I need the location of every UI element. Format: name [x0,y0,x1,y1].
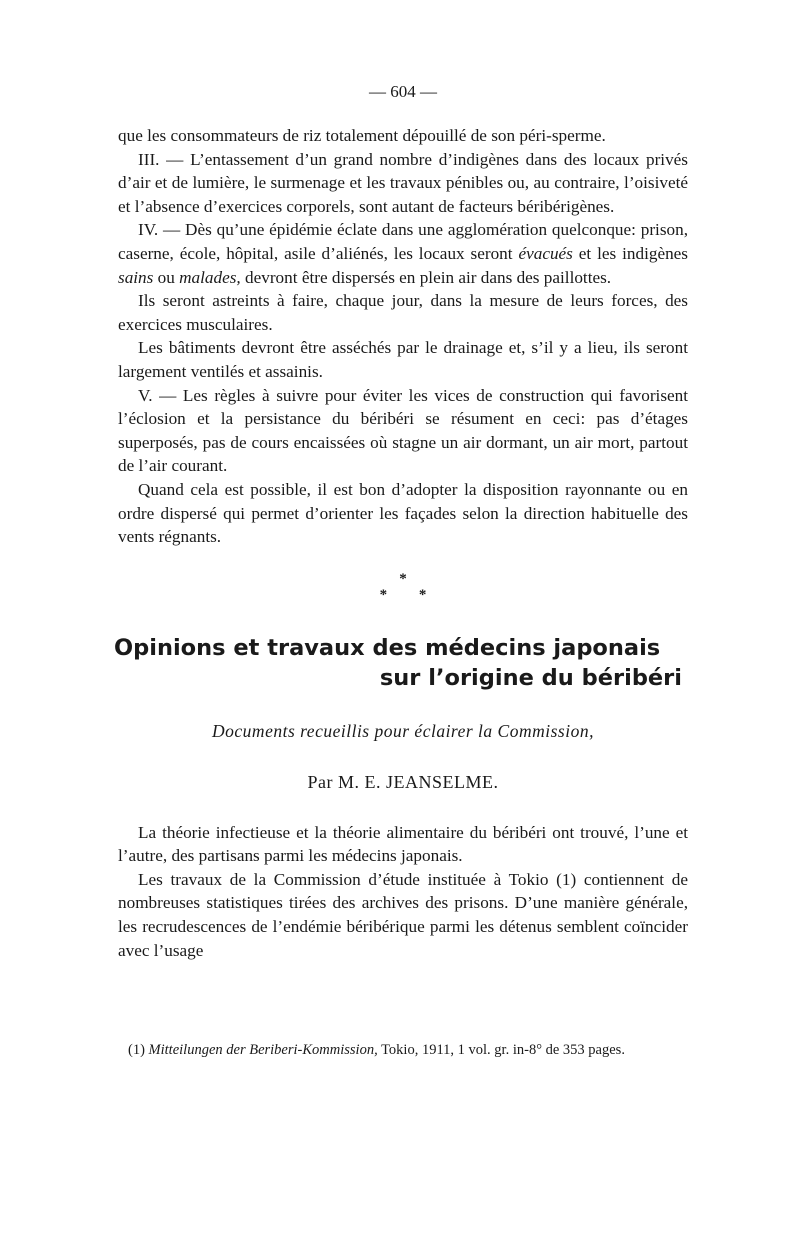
page-number: — 604 — [369,82,437,101]
article-subtitle: Documents recueillis pour éclairer la Commission, [212,720,594,741]
emphasis-evacues: évacués [518,243,573,263]
paragraph-batiments: Les bâtiments devront être asséchés par le drainage et, s’il y a lieu, ils seront largement ventilés et assainis. [118,338,688,381]
paragraph-iii: III. — L’entassement d’un grand nombre d’indigènes dans des locaux privés d’air et de lumière, le surmenage et les travaux pénibles ou, au contraire, l’oisiveté et l’absence d’exercices corporels, sont autant de facteurs béribérigènes. [118,149,688,216]
paragraph-iv-text-2: et les indigènes [572,243,688,263]
emphasis-malades: malades, [179,267,241,287]
page [114,82,688,962]
paragraph-iv-text-4: devront être dispersés en plein air dans des paillottes. [240,267,612,287]
footnote [118,1040,688,1060]
article-paragraph-1: La théorie infectieuse et la théorie alimentaire du béribéri ont trouvé, l’une et l’autre, des partisans parmi les médecins japonais. [118,822,688,866]
footnote-marker: (1) [128,1042,149,1058]
footnote-title: Mitteilungen der Beriberi-Kommission, [148,1042,378,1058]
article-author: Par M. E. JEANSELME. [307,771,499,792]
paragraph-continuation: que les consommateurs de riz totalement dépouillé de son péri-sperme. [118,126,606,145]
paragraph-exercices: Ils seront astreints à faire, chaque jour, dans la mesure de leurs forces, des exercices musculaires. [118,291,688,334]
article-heading-line-1: Opinions et travaux des médecins japonais [114,634,661,661]
separator-star-top: * [399,570,407,587]
emphasis-sains: sains [118,267,154,287]
article-paragraph-2: Les travaux de la Commission d’étude instituée à Tokio (1) contiennent de nombreuses statistiques tirées des archives des prisons. D’une manière générale, les recrudescences de l’endémie béribérique parmi les détenus semblent coïncider avec l’usage [118,869,688,960]
footnote-text: Tokio, 1911, 1 vol. gr. in-8° de 353 pages. [377,1042,625,1058]
article-heading-line-2: sur l’origine du béribéri [379,664,682,691]
section-separator [118,571,688,603]
paragraph-iv-text-1: IV. — Dès qu’une épidémie éclate dans une agglomération quelconque: prison, caserne, école, hôpital, asile d’aliénés, les locaux seront [118,220,688,263]
paragraph-iv [118,218,688,289]
paragraph-iv-text-3: ou [153,267,180,287]
separator-star-bottom: * * [379,586,441,603]
paragraph-v: V. — Les règles à suivre pour éviter les vices de construction qui favorisent l’éclosion et la persistance du béribéri se résument en ceci: pas d’étages superposés, pas de cours encaissées où stagne un air dormant, un air mort, partout de l’air courant. [118,385,688,476]
paragraph-disposition: Quand cela est possible, il est bon d’adopter la disposition rayonnante ou en ordre dispersé qui permet d’orienter les façades selon la direction habituelle des vents régnants. [118,479,688,547]
